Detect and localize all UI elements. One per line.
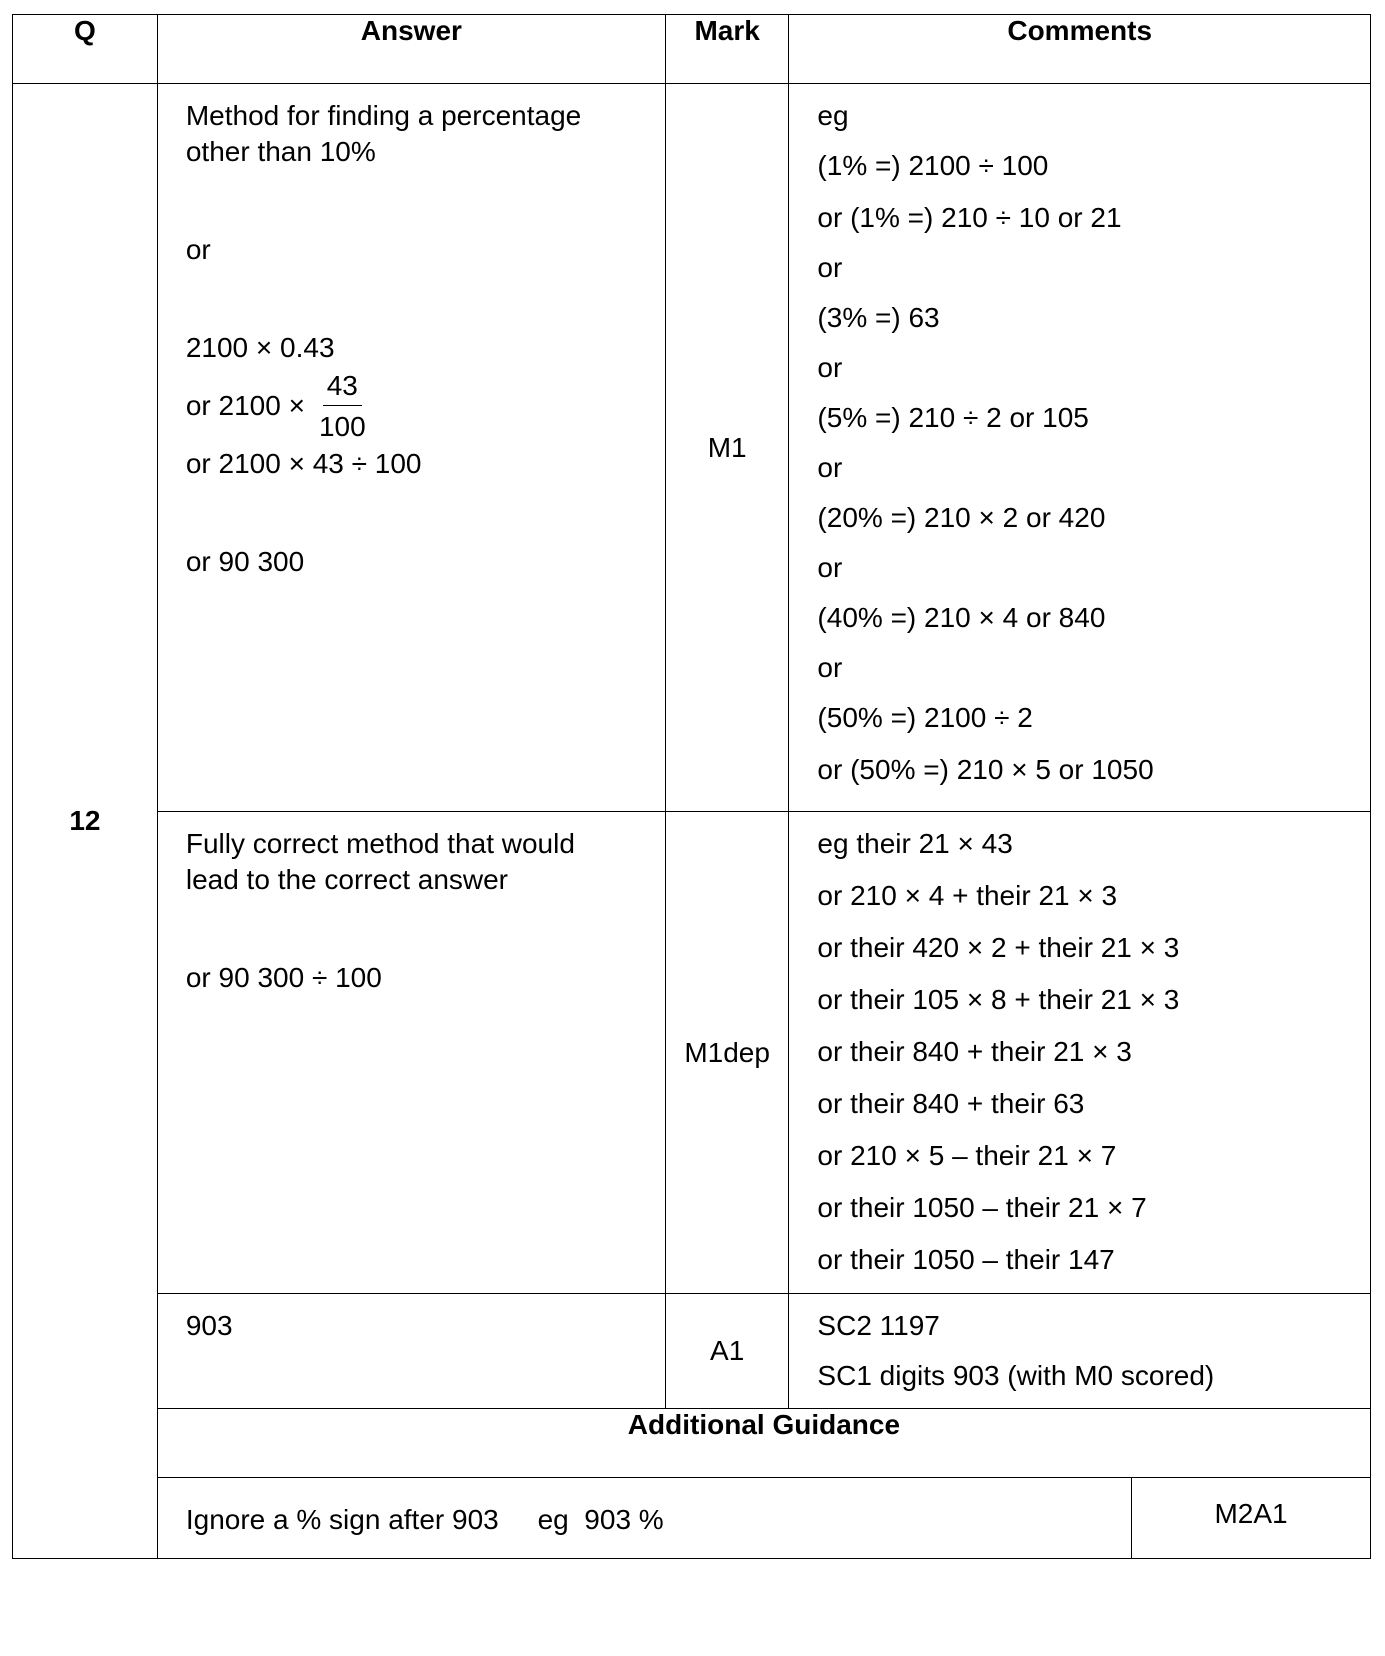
guidance-text: Ignore a % sign after 903 eg 903 % (185, 1504, 664, 1535)
comment-line: (40% =) 210 × 4 or 840 (817, 602, 1106, 633)
comment-line: SC2 1197 (817, 1310, 940, 1341)
comments-cell (789, 1294, 1371, 1409)
fraction-numerator: 43 (323, 369, 362, 406)
mark-scheme (12, 14, 1371, 1559)
answer-text: other than 10% (185, 136, 376, 167)
answer-or: or (185, 234, 211, 265)
answer-calc: or 2100 × 43 ÷ 100 (185, 448, 422, 479)
guidance-row (158, 1478, 1370, 1558)
comment-line: SC1 digits 903 (with M0 scored) (817, 1360, 1215, 1391)
comment-line: (50% =) 2100 ÷ 2 (817, 702, 1033, 733)
guidance-table (158, 1409, 1370, 1558)
mark-scheme-table (12, 14, 1371, 1559)
header-q: Q (13, 15, 158, 84)
header-row (13, 15, 1371, 84)
comment-line: or their 1050 – their 21 × 7 (817, 1192, 1147, 1223)
mark-cell: M1dep (665, 812, 789, 1294)
comment-line: or their 1050 – their 147 (817, 1244, 1115, 1275)
answer-text: Fully correct method that would (185, 828, 575, 859)
answer-text: Method for finding a percentage (185, 100, 582, 131)
answer-text: lead to the correct answer (185, 864, 509, 895)
guidance-container (157, 1409, 1370, 1559)
row-m1 (13, 84, 1371, 812)
comment-line: or (817, 352, 843, 383)
mark-cell: A1 (665, 1294, 789, 1409)
guidance-mark-cell (1132, 1478, 1370, 1558)
comments-cell (789, 84, 1371, 812)
comment-line: or their 420 × 2 + their 21 × 3 (817, 932, 1180, 963)
header-comments: Comments (789, 15, 1371, 84)
guidance-header-row (158, 1409, 1370, 1478)
answer-cell (157, 812, 665, 1294)
comment-line: or (1% =) 210 ÷ 10 or 21 (817, 202, 1122, 233)
comment-line: or (817, 652, 843, 683)
answer-calc: or 90 300 (185, 546, 305, 577)
comment-line: or their 105 × 8 + their 21 × 3 (817, 984, 1180, 1015)
answer-calc: or 90 300 ÷ 100 (185, 962, 382, 993)
comment-line: or (50% =) 210 × 5 or 1050 (817, 754, 1154, 785)
fraction-denominator: 100 (318, 410, 366, 442)
comment-line: (20% =) 210 × 2 or 420 (817, 502, 1106, 533)
mark-cell: M1 (665, 84, 789, 812)
answer-calc: or 2100 × (185, 390, 305, 421)
row-m1dep (13, 812, 1371, 1294)
fraction (319, 369, 366, 444)
comment-line: (3% =) 63 (817, 302, 940, 333)
comment-line: or (817, 452, 843, 483)
comment-line: or their 840 + their 63 (817, 1088, 1085, 1119)
comment-line: or 210 × 4 + their 21 × 3 (817, 880, 1118, 911)
guidance-mark: M2A1 (1214, 1498, 1288, 1529)
comments-cell (789, 812, 1371, 1294)
guidance-text-cell (158, 1478, 1132, 1558)
comment-line: or (817, 552, 843, 583)
header-mark: Mark (665, 15, 789, 84)
comment-line: (1% =) 2100 ÷ 100 (817, 150, 1049, 181)
question-number: 12 (13, 84, 158, 1559)
guidance-title: Additional Guidance (158, 1409, 1370, 1478)
guidance-block (13, 1409, 1371, 1559)
row-a1 (13, 1294, 1371, 1409)
answer-text: 903 (185, 1310, 233, 1341)
answer-fraction-line (186, 366, 645, 446)
header-answer: Answer (157, 15, 665, 84)
comment-line: or (817, 252, 843, 283)
answer-calc: 2100 × 0.43 (185, 332, 335, 363)
comment-line: eg their 21 × 43 (817, 828, 1013, 859)
answer-cell (157, 84, 665, 812)
comment-line: eg (817, 100, 849, 131)
answer-cell (157, 1294, 665, 1409)
comment-line: or 210 × 5 – their 21 × 7 (817, 1140, 1117, 1171)
comment-line: (5% =) 210 ÷ 2 or 105 (817, 402, 1089, 433)
comment-line: or their 840 + their 21 × 3 (817, 1036, 1132, 1067)
